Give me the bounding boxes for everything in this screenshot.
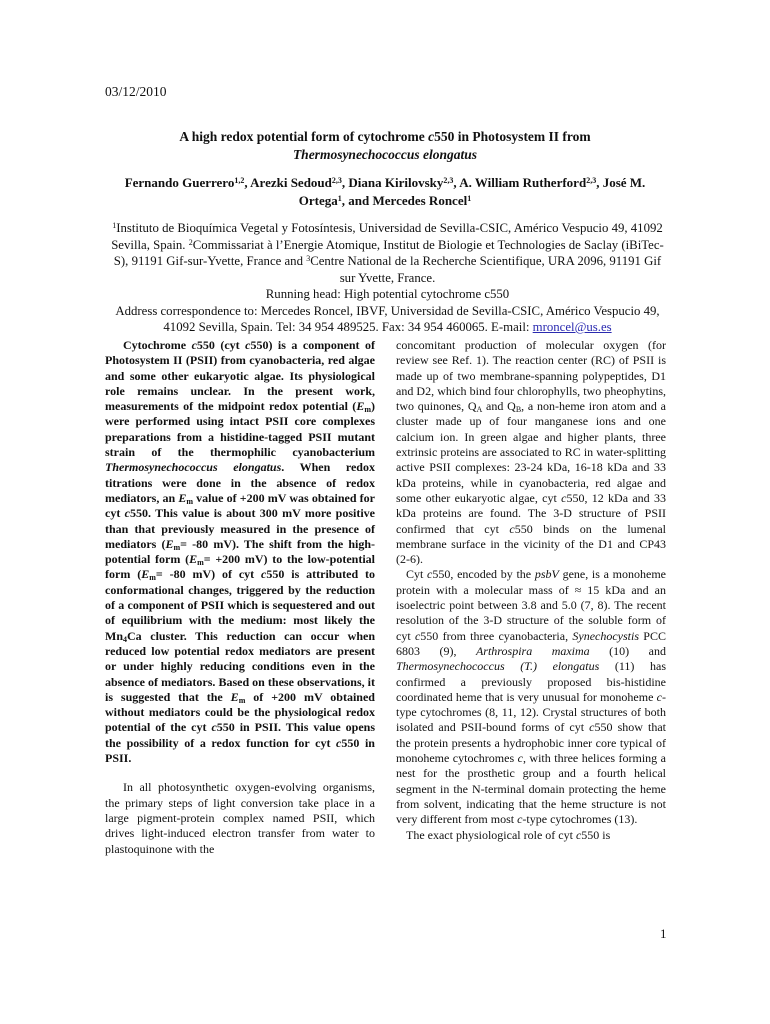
title-line1-a: A high redox potential form of cytochrome — [179, 129, 429, 144]
abstract: Cytochrome c550 (cyt c550) is a component of Photosystem II (PSII) from cyanobacteria, red algae and some other eukaryotic algae. Its physiological role remains unclear. In the present work, measurements of the midpoint redox potential $(E_m)$ were performed using intact PSII core complexes preparations from a histidine-tagged PSII mutant strain of the thermophilic cyanobacterium Thermosynechococcus elongatus. When redox titrations were done in the absence of redox mediators, an $E_m$ value of +200 mV was obtained for cyt c550. This value is about 300 mV more positive than that previously measured in the presence of mediators ($E_m= -80$ mV). The shift from the high-potential form ($E_m= +200$ mV) to the low-potential form ($E_m= -80$ mV) of cyt c550 is attributed to conformational changes, triggered by the reduction of a component of PSII which is sequestered and out of equilibrium with the medium: most likely the $Mn_4Ca$ cluster. This reduction can occur when reduced low potential redox mediators are present or under highly reducing conditions even in the absence of mediators. Based on these observations, it is suggested that the $E_m$ of +200 mV obtained without mediators could be the physiological redox potential of the cyt c550 in PSII. This value opens the possibility of a redox function for cyt c550 in PSII. — [105, 338, 376, 766]
author-3-sup: 2,3 — [443, 176, 454, 185]
affil-2: Commissariat à l’Energie Atomique, Institut de Biologie et Technologies de Saclay (iBiTec-S), 91191 Gif-sur-Yvette, France and — [113, 237, 664, 268]
affil-3: Centre National de la Recherche Scientifique, URA 2096, 91191 Gif sur Yvette, France. — [310, 254, 662, 285]
intro-paragraph: In all photosynthetic oxygen-evolving organisms, the primary steps of light conversion take place in a large pigment-protein complex named PSII, which drives light-induced electron transfer from water to plastoquinone with the — [105, 780, 375, 856]
author-2: Arezki Sedoud — [250, 175, 332, 190]
paper-title — [105, 128, 665, 164]
author-5: José M. Ortega — [298, 175, 646, 208]
author-6-sup: 1 — [467, 194, 472, 203]
right-paragraph-2: Cyt c550, encoded by the psbV gene, is a monoheme protein with a molecular mass of ≈ 15 kDa and an isoelectric point between 3.8 and 5.0 (7, 8). The recent resolution of the 3-D structure of the soluble form of cyt c550 from three cyanobacteria, Synechocystis PCC 6803 (9), Arthrospira maxima (10) and Thermosynechococcus (T.) elongatus (11) has confirmed a previously proposed bis-histidine coordinated heme that is very unusual for monoheme c-type cytochromes (8, 11, 12). Crystal structures of both isolated and PSII-bound forms of cyt c550 show that the protein presents a hydrophobic inner core typical of monoheme cytochromes c, with three helices forming a nest for the prosthetic group and a fourth helical segment in the N-terminal domain protecting the heme from solvent, indicating that the heme structure is not very different from most c-type cytochromes (13). — [396, 567, 666, 827]
author-3: Diana Kirilovsky — [348, 175, 444, 190]
author-list: Fernando Guerrero$^{1,2}$, Arezki Sedoud$^{2,3}$, Diana Kirilovsky$^{2,3}$, A. William Rutherford$^{2,3}$, José M. Ortega$^1$, and Mercedes Roncel$^1$ — [124, 175, 646, 208]
right-paragraph-1: concomitant production of molecular oxygen (for review see Ref. 1). The reaction center (RC) of PSII is made up of two membrane-spanning polypeptides, D1 and D2, which bind four chlorophylls, two pheophytins, two quinones, $Q_A$ and $Q_B$, a non-heme iron atom and a cluster made up of four manganese ions and one calcium ion. In green algae and higher plants, three extrinsic proteins are associated to RC in water-splitting active PSII complexes: 23-24 kDa, 16-18 kDa and 33 kDa proteins, while in cyanobacteria, red algae and some other eukaryotic algae, cyt c550, 12 kDa and 33 kDa proteins are found. The 3-D structure of PSII confirmed that cyt c550 binds on the lumenal membrane surface in the vicinity of the D1 and CP43 (2-6). — [396, 338, 666, 567]
right-paragraph-3: The exact physiological role of cyt c550 is — [406, 827, 611, 842]
affil-2-marker: 2 — [188, 237, 193, 247]
address-text: Address correspondence to: Mercedes Roncel, IBVF, Universidad de Sevilla-CSIC, Américo Vespucio 49, 41092 Sevilla, Spain. Tel: 34 954 489525. Fax: 34 954 460065. E-mail: — [115, 303, 660, 334]
title-line2: Thermosynechococcus elongatus — [292, 147, 478, 162]
affil-1-marker: 1 — [112, 221, 117, 230]
title-c: c — [428, 129, 435, 144]
affiliations — [105, 220, 670, 336]
author-1: Fernando Guerrero — [124, 175, 235, 190]
author-1-sup: 1,2 — [234, 176, 245, 185]
page-number: 1 — [660, 926, 667, 941]
left-column — [105, 338, 375, 857]
author-2-sup: 2,3 — [331, 176, 342, 185]
affil-3-marker: 3 — [306, 254, 311, 263]
correspondence-address — [105, 303, 670, 336]
title-line1-b: 550 in Photosystem II from — [434, 129, 591, 144]
right-column — [396, 338, 666, 843]
author-4: A. William Rutherford — [459, 175, 587, 190]
author-5-sup: 1 — [337, 194, 342, 203]
document-date: 03/12/2010 — [105, 84, 167, 99]
author-6: Mercedes Roncel — [372, 193, 468, 208]
author-4-sup: 2,3 — [586, 176, 597, 185]
email-link[interactable]: mroncel@us.es — [532, 320, 612, 334]
running-head: Running head: High potential cytochrome c550 — [265, 287, 510, 301]
affil-1: Instituto de Bioquímica Vegetal y Fotosíntesis, Universidad de Sevilla-CSIC, Américo Vespucio 49, 41092 Sevilla, Spain. — [111, 221, 663, 252]
